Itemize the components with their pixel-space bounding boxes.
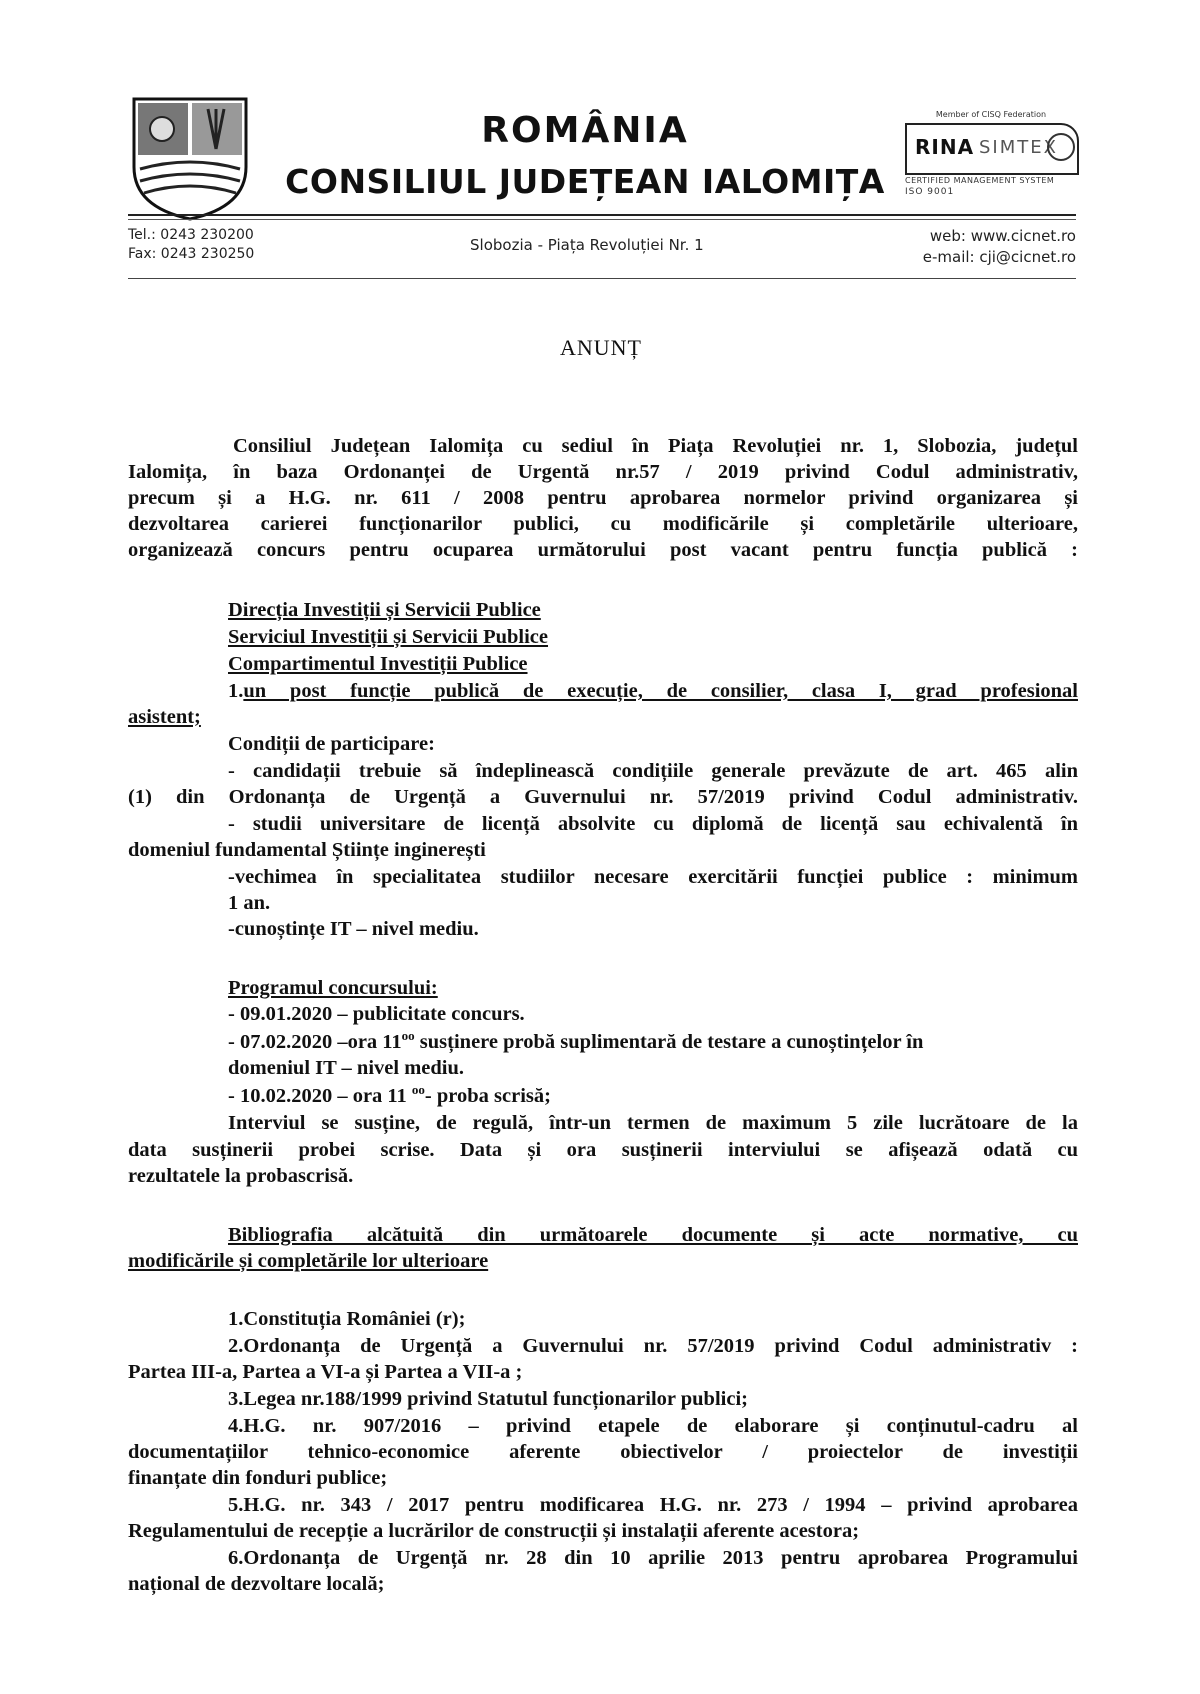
contact-email: e-mail: cji@cicnet.ro	[922, 248, 1076, 266]
structure-compartment: Compartimentul Investiții Publice	[228, 653, 528, 675]
bibliography-item: 5.H.G. nr. 343 / 2017 pentru modificarea H.G. nr. 273 / 1994 – privind aprobarea	[228, 1494, 1078, 1516]
post-grade: asistent;	[128, 706, 201, 728]
bibliography-item-cont: național de dezvoltare locală;	[128, 1573, 385, 1595]
condition-line: domeniul fundamental Științe inginerești	[128, 839, 486, 861]
bibliography-item: 1.Constituția României (r);	[228, 1308, 466, 1330]
contact-fax: Fax: 0243 230250	[128, 246, 255, 262]
bibliography-item-cont: Partea III-a, Partea a VI-a și Partea a VII-a ;	[128, 1361, 523, 1383]
bibliography-item: 2.Ordonanța de Urgență a Guvernului nr. 57/2019 privind Codul administrativ :	[228, 1335, 1078, 1357]
post-description: un post funcție publică de execuție, de consilier, clasa I, grad profesional	[243, 680, 1078, 702]
bibliography-heading: modificările și completările lor ulterioare	[128, 1250, 489, 1272]
certification-badge	[905, 110, 1077, 202]
program-heading: Programul concursului:	[228, 977, 438, 999]
header-country: ROMÂNIA	[481, 110, 689, 151]
program-time-sup: oo	[401, 1028, 415, 1044]
conditions-heading: Condiții de participare:	[228, 733, 435, 755]
post-number: 1.	[228, 680, 244, 702]
structure-service: Serviciul Investiții și Servicii Publice	[228, 626, 549, 648]
header-rule-thin	[128, 219, 1076, 220]
cert-member-text: Member of CISQ Federation	[935, 110, 1047, 119]
condition-line: - studii universitare de licență absolvite cu diplomă de licență sau echivalentă în	[228, 813, 1078, 835]
program-item	[228, 1029, 1078, 1055]
condition-line: - candidații trebuie să îndeplinească condițiile generale prevăzute de art. 465 alin	[228, 760, 1078, 782]
bibliography-item: 3.Legea nr.188/1999 privind Statutul funcționarilor publici;	[228, 1388, 748, 1410]
cert-iso-text: ISO 9001	[905, 187, 955, 197]
intro-line: organizează concurs pentru ocuparea următorului post vacant pentru funcția publică :	[128, 539, 1078, 561]
program-item	[228, 1083, 551, 1109]
interview-line: data susținerii probei scrise. Data și ora susținerii interviului se afișează odată cu	[128, 1139, 1078, 1161]
program-desc: susținere probă suplimentară de testare a cunoștințelor în	[414, 1031, 924, 1053]
interview-line: rezultatele la probascrisă.	[128, 1165, 354, 1187]
bibliography-item-cont: Regulamentului de recepție a lucrărilor de construcții și instalații aferente acestora;	[128, 1520, 860, 1542]
program-item: - 09.01.2020 – publicitate concurs.	[228, 1003, 525, 1025]
condition-line: -vechimea în specialitatea studiilor necesare exercitării funcției publice : minimum	[228, 866, 1078, 888]
cert-box	[905, 123, 1079, 175]
cert-rina-label: RINA	[915, 135, 975, 159]
interview-line: Interviul se susține, de regulă, într-un termen de maximum 5 zile lucrătoare de la	[228, 1112, 1078, 1134]
intro-line: dezvoltarea carierei funcționarilor publici, cu modificările și completările ulterioare,	[128, 513, 1078, 535]
contact-web: web: www.cicnet.ro	[929, 227, 1076, 245]
program-date: - 10.02.2020 – ora 11	[228, 1085, 412, 1107]
program-item-cont: domeniul IT – nivel mediu.	[228, 1057, 464, 1079]
bibliography-item: 6.Ordonanța de Urgență nr. 28 din 10 aprilie 2013 pentru aprobarea Programului	[228, 1547, 1078, 1569]
program-date: - 07.02.2020 –ora 11	[228, 1031, 402, 1053]
intro-line: Ialomița, în baza Ordonanței de Urgentă nr.57 / 2019 privind Codul administrativ,	[128, 461, 1078, 483]
cert-simtex-label: SIMTEX	[979, 137, 1058, 158]
condition-line: -cunoștințe IT – nivel mediu.	[228, 918, 479, 940]
contact-rule	[128, 278, 1076, 279]
condition-line: (1) din Ordonanța de Urgență a Guvernului nr. 57/2019 privind Codul administrativ.	[128, 786, 1078, 808]
intro-line: precum și a H.G. nr. 611 / 2008 pentru aprobarea normelor privind organizarea și	[128, 487, 1078, 509]
bibliography-heading: Bibliografia alcătuită din următoarele documente și acte normative, cu	[228, 1224, 1078, 1246]
program-time-sup: oo	[411, 1082, 425, 1098]
county-crest-icon	[130, 95, 250, 223]
contact-tel: Tel.: 0243 230200	[128, 227, 254, 243]
header-council: CONSILIUL JUDEȚEAN IALOMIȚA	[285, 162, 885, 201]
bibliography-item: 4.H.G. nr. 907/2016 – privind etapele de elaborare și conținutul-cadru al	[228, 1415, 1078, 1437]
bibliography-item-cont: finanțate din fonduri publice;	[128, 1467, 388, 1489]
post-line	[228, 678, 1078, 704]
cert-logo-icon	[1047, 133, 1075, 161]
intro-line: Consiliul Județean Ialomița cu sediul în Piața Revoluției nr. 1, Slobozia, județul	[233, 435, 1078, 457]
program-desc: - proba scrisă;	[424, 1085, 551, 1107]
page-title: ANUNȚ	[560, 335, 642, 360]
structure-direction: Direcția Investiții și Servicii Publice	[228, 599, 541, 621]
bibliography-item-cont: documentațiilor tehnico-economice aferente obiectivelor / proiectelor de investiții	[128, 1441, 1078, 1463]
cert-system-text: CERTIFIED MANAGEMENT SYSTEM	[905, 176, 1055, 185]
contact-address: Slobozia - Piața Revoluției Nr. 1	[470, 236, 704, 254]
condition-line: 1 an.	[228, 892, 271, 914]
header-rule	[128, 214, 1076, 216]
